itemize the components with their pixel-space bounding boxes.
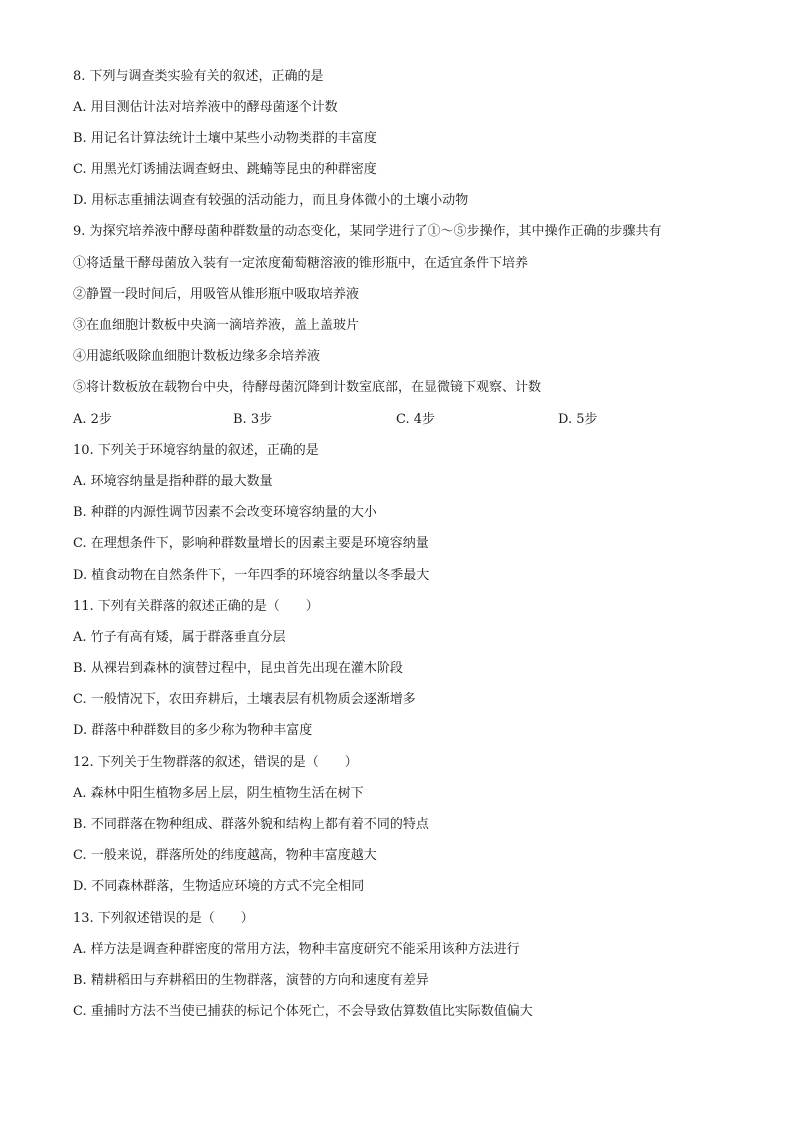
- question-9-option-a: A. 2步: [73, 412, 112, 427]
- question-13-option-c: C. 重捕时方法不当使已捕获的标记个体死亡，不会导致估算数值比实际数值偏大: [73, 1004, 533, 1019]
- question-10-option-b: B. 种群的内源性调节因素不会改变环境容纳量的大小: [73, 505, 377, 520]
- question-9-options: [73, 411, 713, 429]
- question-13-stem: 13. 下列叙述错误的是（ ）: [73, 911, 254, 926]
- question-11-option-d: D. 群落中种群数目的多少称为物种丰富度: [73, 723, 313, 738]
- question-8-stem: 8. 下列与调查类实验有关的叙述，正确的是: [73, 69, 324, 84]
- question-12-stem: 12. 下列关于生物群落的叙述，错误的是（ ）: [73, 755, 358, 770]
- question-11-stem: 11. 下列有关群落的叙述正确的是（ ）: [73, 599, 319, 614]
- question-12-option-c: C. 一般来说，群落所处的纬度越高，物种丰富度越大: [73, 848, 377, 863]
- question-13-option-a: A. 样方法是调查种群密度的常用方法，物种丰富度研究不能采用该种方法进行: [73, 942, 520, 957]
- question-8-option-d: D. 用标志重捕法调查有较强的活动能力，而且身体微小的土壤小动物: [73, 193, 469, 208]
- question-10-option-c: C. 在理想条件下，影响种群数量增长的因素主要是环境容纳量: [73, 536, 429, 551]
- question-9-step-1: ①将适量干酵母菌放入装有一定浓度葡萄糖溶液的锥形瓶中，在适宜条件下培养: [73, 256, 529, 271]
- question-9-option-b: B. 3步: [233, 412, 273, 427]
- question-8-option-a: A. 用目测估计法对培养液中的酵母菌逐个计数: [73, 100, 338, 115]
- question-9-stem: 9. 为探究培养液中酵母菌种群数量的动态变化，某同学进行了①～⑤步操作，其中操作正确的步骤共有: [73, 224, 662, 239]
- question-9-step-5: ⑤将计数板放在载物台中央，待酵母菌沉降到计数室底部，在显微镜下观察、计数: [73, 380, 542, 395]
- question-9-step-4: ④用滤纸吸除血细胞计数板边缘多余培养液: [73, 349, 321, 364]
- question-11-option-b: B. 从裸岩到森林的演替过程中，昆虫首先出现在灌木阶段: [73, 661, 403, 676]
- question-11-option-a: A. 竹子有高有矮，属于群落垂直分层: [73, 630, 286, 645]
- question-10-stem: 10. 下列关于环境容纳量的叙述，正确的是: [73, 443, 319, 458]
- question-12-option-a: A. 森林中阳生植物多居上层，阴生植物生活在树下: [73, 786, 364, 801]
- question-8-option-c: C. 用黑光灯诱捕法调查蚜虫、跳蝻等昆虫的种群密度: [73, 162, 377, 177]
- question-12-option-b: B. 不同群落在物种组成、群落外貌和结构上都有着不同的特点: [73, 817, 429, 832]
- question-13-option-b: B. 精耕稻田与弃耕稻田的生物群落，演替的方向和速度有差异: [73, 973, 429, 988]
- question-10-option-a: A. 环境容纳量是指种群的最大数量: [73, 474, 273, 489]
- question-9-step-3: ③在血细胞计数板中央滴一滴培养液，盖上盖玻片: [73, 318, 360, 333]
- question-10-option-d: D. 植食动物在自然条件下，一年四季的环境容纳量以冬季最大: [73, 568, 430, 583]
- question-9-step-2: ②静置一段时间后，用吸管从锥形瓶中吸取培养液: [73, 287, 360, 302]
- question-9-option-c: C. 4步: [396, 412, 436, 427]
- question-12-option-d: D. 不同森林群落，生物适应环境的方式不完全相同: [73, 879, 365, 894]
- question-9-option-d: D. 5步: [558, 412, 598, 427]
- question-11-option-c: C. 一般情况下，农田弃耕后，土壤表层有机物质会逐渐增多: [73, 692, 416, 707]
- question-8-option-b: B. 用记名计算法统计土壤中某些小动物类群的丰富度: [73, 131, 377, 146]
